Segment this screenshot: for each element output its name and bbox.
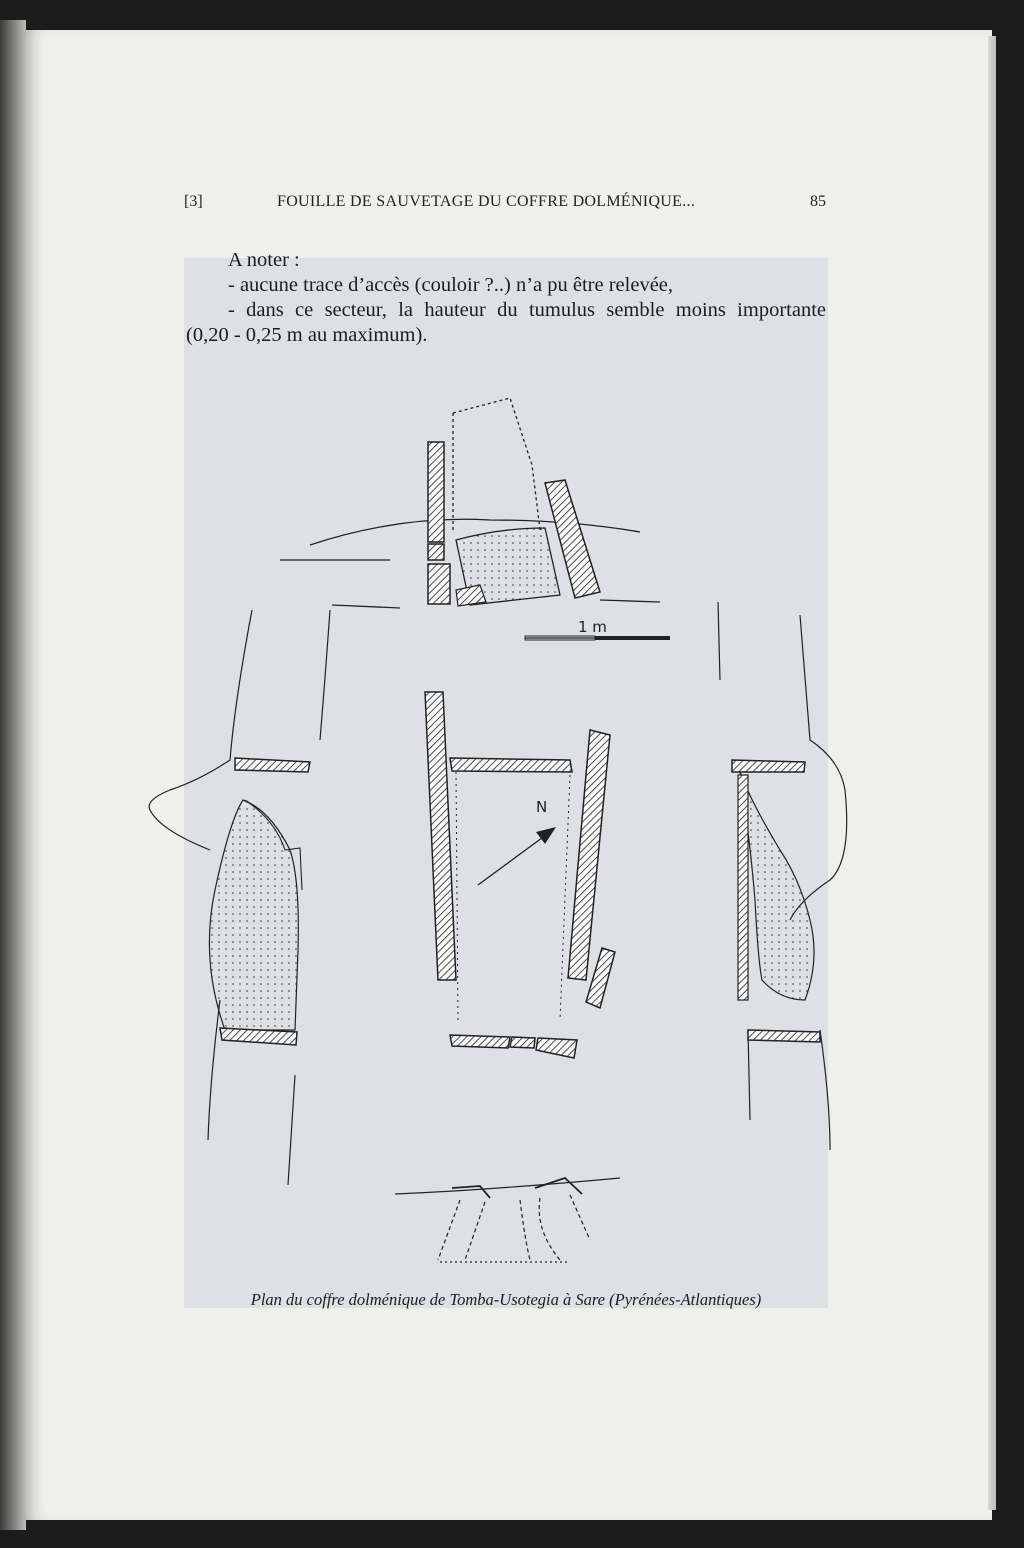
section-number: [3] (184, 193, 203, 210)
scale-bar (525, 618, 670, 640)
section-view-left (209, 758, 310, 1045)
running-header (184, 193, 826, 219)
stone-fragment-top (456, 585, 486, 606)
scale-label: 1 m (578, 618, 607, 636)
section-view-bottom (395, 1178, 620, 1262)
north-arrow (478, 798, 556, 885)
figure-caption: Plan du coffre dolménique de Tomba-Usotegia à Sare (Pyrénées-Atlantiques) (250, 1290, 762, 1309)
body-text (186, 248, 826, 348)
stone-upright-top-left (428, 442, 444, 542)
stone-base-top-left (428, 564, 450, 604)
running-title: FOUILLE DE SAUVETAGE DU COFFRE DOLMÉNIQUE... (277, 193, 696, 210)
stone-block-top-left (428, 544, 444, 560)
chamber-plan (425, 692, 615, 1058)
text-line-note: A noter : (228, 249, 300, 271)
dolmen-plan-drawing (140, 380, 860, 1280)
adjacent-page-edge (0, 20, 26, 1530)
section-view-top (280, 398, 660, 608)
north-label: N (536, 798, 548, 816)
text-line-access: - aucune trace d’accès (couloir ?..) n’a pu être relevée, (228, 274, 674, 296)
page-number: 85 (810, 193, 826, 210)
section-view-right (732, 760, 820, 1042)
text-line-height: - dans ce secteur, la hauteur du tumulus semble moins importante (228, 299, 826, 321)
text-line-measure: (0,20 - 0,25 m au maximum). (186, 324, 428, 346)
page-stack-edge (988, 36, 996, 1510)
